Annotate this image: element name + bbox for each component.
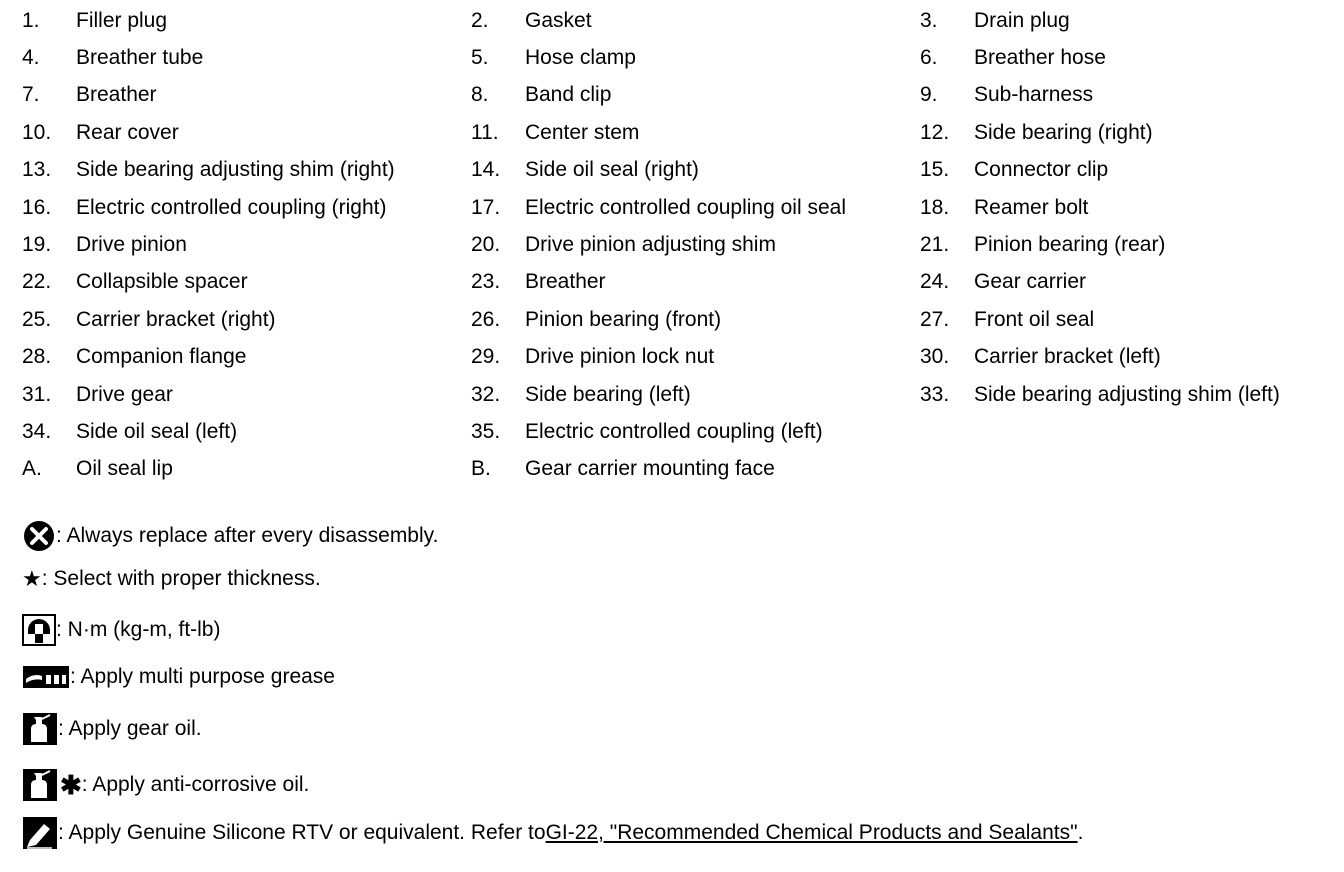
part-number: 15.	[920, 158, 950, 182]
part-name: Side bearing (left)	[525, 382, 691, 406]
part-name: Front oil seal	[974, 307, 1095, 331]
part-number: 30.	[920, 345, 950, 369]
part-item	[920, 376, 1340, 413]
part-name: Carrier bracket (left)	[974, 345, 1161, 369]
legend-anti-corrosive	[22, 768, 309, 802]
legend-torque-text: : N·m (kg-m, ft-lb)	[56, 618, 221, 641]
part-item	[920, 189, 1340, 226]
part-name: Collapsible spacer	[76, 270, 248, 294]
legend-gear-oil	[22, 712, 202, 746]
part-number: A.	[22, 457, 42, 481]
oil-can-icon	[22, 712, 58, 746]
part-item	[920, 77, 1340, 114]
part-item	[22, 2, 471, 39]
legend-grease	[22, 664, 335, 690]
part-name: Gear carrier mounting face	[525, 457, 775, 481]
part-item	[920, 226, 1340, 263]
legend-gear-oil-text: : Apply gear oil.	[58, 717, 202, 740]
part-number: 14.	[471, 158, 501, 182]
part-name: Electric controlled coupling (right)	[76, 195, 387, 219]
asterisk-icon: ✱	[60, 769, 82, 800]
part-item	[22, 77, 471, 114]
part-item	[471, 339, 920, 376]
part-name: Electric controlled coupling (left)	[525, 419, 823, 443]
part-number: 10.	[22, 120, 52, 144]
legend-grease-text: : Apply multi purpose grease	[70, 665, 335, 688]
part-item	[22, 226, 471, 263]
part-item	[22, 376, 471, 413]
part-item	[22, 114, 471, 151]
legend-replace	[22, 520, 438, 552]
part-number: 19.	[22, 233, 52, 257]
part-name: Band clip	[525, 83, 612, 107]
part-item-empty	[920, 413, 1340, 450]
part-number: 26.	[471, 307, 501, 331]
part-name: Side bearing adjusting shim (left)	[974, 382, 1280, 406]
part-number: 3.	[920, 8, 938, 32]
grease-gun-icon	[22, 664, 70, 690]
part-number: 7.	[22, 83, 40, 107]
part-item	[920, 301, 1340, 338]
part-name: Connector clip	[974, 158, 1109, 182]
part-name: Hose clamp	[525, 46, 636, 70]
star-icon: ★	[22, 566, 42, 591]
part-number: 25.	[22, 307, 52, 331]
part-item	[22, 339, 471, 376]
part-number: 1.	[22, 8, 40, 32]
part-item	[471, 376, 920, 413]
part-name: Sub-harness	[974, 83, 1094, 107]
part-name: Gear carrier	[974, 270, 1087, 294]
part-number: 28.	[22, 345, 52, 369]
part-name: Rear cover	[76, 120, 179, 144]
part-item	[920, 39, 1340, 76]
part-number: 22.	[22, 270, 52, 294]
part-item	[471, 301, 920, 338]
part-item	[471, 39, 920, 76]
part-item	[22, 264, 471, 301]
part-name: Breather	[76, 83, 157, 107]
part-number: 21.	[920, 233, 950, 257]
part-number: B.	[471, 457, 491, 481]
part-name: Side bearing (right)	[974, 120, 1153, 144]
part-item	[22, 189, 471, 226]
part-name: Pinion bearing (rear)	[974, 233, 1166, 257]
part-item	[471, 189, 920, 226]
part-name: Oil seal lip	[76, 457, 173, 481]
no-reuse-icon	[22, 520, 56, 552]
part-item	[920, 264, 1340, 301]
part-number: 27.	[920, 307, 950, 331]
part-item	[920, 2, 1340, 39]
part-item	[22, 39, 471, 76]
legend-silicone-text: : Apply Genuine Silicone RTV or equivalent. Refer to	[58, 821, 546, 844]
part-name: Breather hose	[974, 46, 1106, 70]
part-number: 20.	[471, 233, 501, 257]
part-number: 5.	[471, 46, 489, 70]
part-name: Drive gear	[76, 382, 173, 406]
part-name: Reamer bolt	[974, 195, 1089, 219]
parts-list	[22, 2, 1340, 488]
part-name: Electric controlled coupling oil seal	[525, 195, 846, 219]
legend-silicone	[22, 816, 1083, 850]
part-item	[471, 264, 920, 301]
legend-thickness	[22, 566, 321, 592]
part-number: 17.	[471, 195, 501, 219]
part-name: Breather	[525, 270, 606, 294]
part-item	[471, 226, 920, 263]
part-number: 13.	[22, 158, 52, 182]
part-item	[471, 413, 920, 450]
legend-silicone-suffix: .	[1077, 821, 1084, 844]
part-number: 24.	[920, 270, 950, 294]
part-name: Gasket	[525, 8, 592, 32]
part-number: 8.	[471, 83, 489, 107]
part-number: 18.	[920, 195, 950, 219]
oil-can-icon	[22, 768, 58, 802]
legend-anti-corrosive-text: : Apply anti-corrosive oil.	[81, 773, 310, 796]
part-name: Filler plug	[76, 8, 168, 32]
part-number: 23.	[471, 270, 501, 294]
part-number: 12.	[920, 120, 950, 144]
sealants-reference-link[interactable]: GI-22, "Recommended Chemical Products and Sealants"	[545, 821, 1078, 844]
part-item	[471, 114, 920, 151]
part-name: Pinion bearing (front)	[525, 307, 722, 331]
part-name: Center stem	[525, 120, 640, 144]
part-number: 16.	[22, 195, 52, 219]
part-item	[471, 2, 920, 39]
part-item	[471, 451, 920, 488]
part-item	[22, 413, 471, 450]
legend-replace-text: : Always replace after every disassembly.	[56, 524, 439, 547]
part-number: 11.	[471, 120, 499, 144]
part-number: 33.	[920, 382, 950, 406]
part-item	[471, 77, 920, 114]
legend-thickness-text: : Select with proper thickness.	[41, 567, 321, 590]
part-number: 4.	[22, 46, 40, 70]
part-name: Side oil seal (right)	[525, 158, 699, 182]
part-item	[920, 339, 1340, 376]
part-name: Side bearing adjusting shim (right)	[76, 158, 395, 182]
part-item	[920, 152, 1340, 189]
part-name: Breather tube	[76, 46, 204, 70]
sealant-icon	[22, 816, 58, 850]
part-name: Drive pinion adjusting shim	[525, 233, 776, 257]
part-number: 9.	[920, 83, 938, 107]
part-number: 32.	[471, 382, 501, 406]
part-name: Companion flange	[76, 345, 247, 369]
part-item	[22, 152, 471, 189]
part-number: 29.	[471, 345, 501, 369]
part-item	[920, 114, 1340, 151]
part-name: Drive pinion lock nut	[525, 345, 715, 369]
wrench-icon	[22, 614, 56, 646]
part-number: 2.	[471, 8, 489, 32]
part-number: 35.	[471, 419, 501, 443]
part-item	[22, 301, 471, 338]
part-name: Drive pinion	[76, 233, 187, 257]
part-name: Drain plug	[974, 8, 1070, 32]
part-name: Side oil seal (left)	[76, 419, 238, 443]
part-number: 34.	[22, 419, 52, 443]
part-item	[471, 152, 920, 189]
part-number: 31.	[22, 382, 52, 406]
part-item	[22, 451, 471, 488]
part-number: 6.	[920, 46, 938, 70]
legend-torque	[22, 614, 220, 646]
part-name: Carrier bracket (right)	[76, 307, 276, 331]
